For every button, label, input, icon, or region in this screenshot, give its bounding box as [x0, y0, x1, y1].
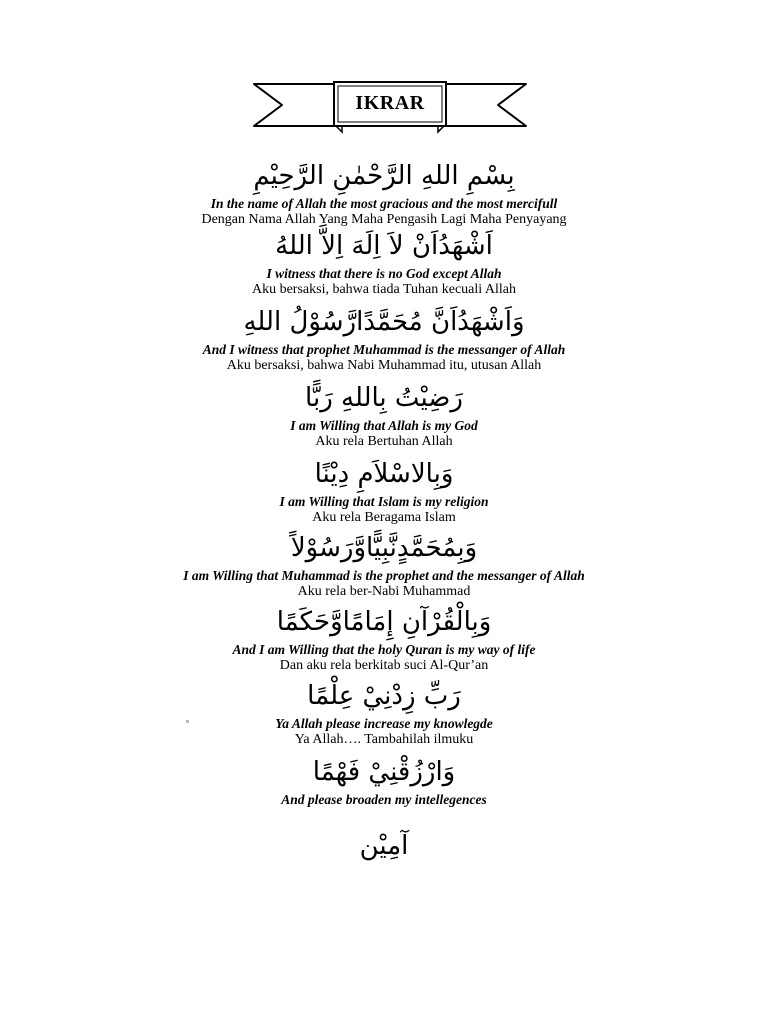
english-translation: I am Willing that Muhammad is the prophet and the messanger of Allah: [183, 568, 585, 583]
arabic-text: رَبِّ زِدْنِيْ عِلْمًا: [307, 681, 461, 711]
verse-9: [0, 752, 768, 808]
arabic-text: وَبِمُحَمَّدٍنَّبِيًّاوَّرَسُوْلاً: [290, 533, 478, 563]
arabic-text: رَضِيْتُ بِاللهِ رَبًّا: [305, 383, 463, 413]
malay-translation: Aku bersaksi, bahwa tiada Tuhan kecuali Allah: [251, 282, 516, 297]
malay-translation: Ya Allah…. Tambahilah ilmuku: [294, 732, 474, 747]
arabic-text: بِسْمِ اللهِ الرَّحْمٰنِ الرَّحِيْمِ: [253, 161, 515, 191]
verse-6: [0, 528, 768, 600]
malay-translation: Aku rela Beragama Islam: [312, 510, 456, 525]
verse-5: [0, 454, 768, 526]
verse-7: [0, 602, 768, 674]
english-translation: I am Willing that Islam is my religion: [279, 494, 489, 509]
english-translation: And I witness that prophet Muhammad is the messanger of Allah: [202, 342, 566, 357]
closing-amin: آمِيْن: [359, 831, 409, 861]
english-translation: I am Willing that Allah is my God: [290, 418, 478, 433]
malay-translation: Aku rela ber-Nabi Muhammad: [297, 584, 471, 599]
english-translation: I witness that there is no God except Allah: [266, 266, 502, 281]
english-translation: And I am Willing that the holy Quran is my way of life: [232, 642, 536, 657]
malay-translation: Dan aku rela berkitab suci Al-Qur’an: [279, 658, 489, 673]
title-banner: [252, 76, 528, 134]
verse-2: [0, 226, 768, 298]
arabic-text: وَارْزُقْنِيْ فَهْمًا: [312, 757, 456, 787]
english-translation: In the name of Allah the most gracious and the most mercifull: [210, 196, 558, 211]
malay-translation: Dengan Nama Allah Yang Maha Pengasih Lagi Maha Penyayang: [201, 212, 567, 227]
arabic-text: وَاَشْهَدُاَنَّ مُحَمَّدًارَّسُوْلُ اللهِ: [243, 307, 525, 337]
arabic-text: وَبِالاسْلاَمِ دِيْنًا: [314, 459, 454, 489]
stray-mark: [186, 720, 189, 723]
malay-translation: Aku bersaksi, bahwa Nabi Muhammad itu, utusan Allah: [226, 358, 542, 373]
english-translation: Ya Allah please increase my knowlegde: [275, 716, 493, 731]
verse-8: [0, 676, 768, 748]
verse-3: [0, 302, 768, 374]
verse-1: [0, 156, 768, 228]
malay-translation: Aku rela Bertuhan Allah: [315, 434, 453, 449]
verse-4: [0, 378, 768, 450]
page-title: IKRAR: [355, 92, 425, 114]
arabic-text: اَشْهَدُاَنْ لاَ اِلَهَ اِلاَّ اللهُ: [275, 231, 493, 261]
english-translation: And please broaden my intellegences: [281, 792, 487, 807]
arabic-text: وَبِالْقُرْآنِ إِمَامًاوَّحَكَمًا: [276, 607, 492, 637]
